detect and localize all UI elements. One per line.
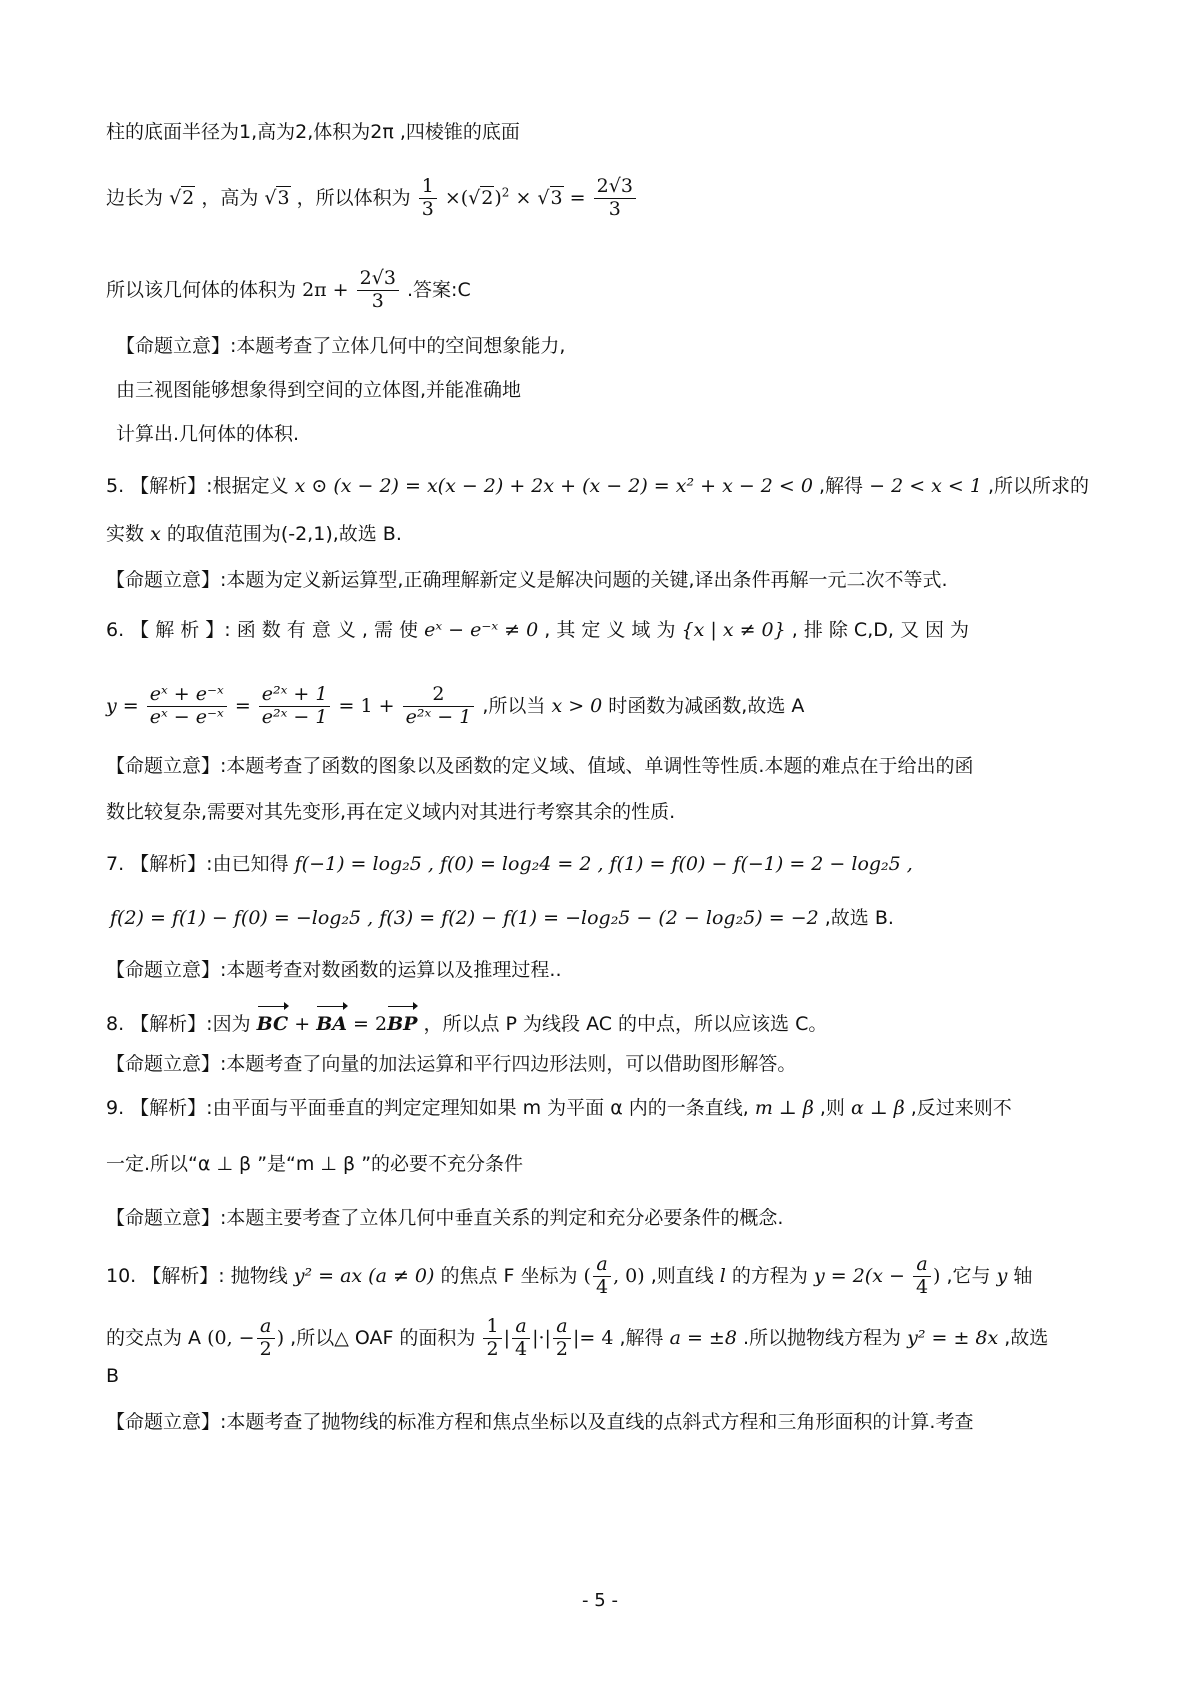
math-expression: x > 0 [551,694,603,717]
line-text: 【命题立意】:本题考查了抛物线的标准方程和焦点坐标以及直线的点斜式方程和三角形面积的计算.考查 [106,1411,974,1433]
fraction: $\frac{a}{4}$ [512,1316,530,1361]
line-text: B [106,1365,120,1387]
fraction: $\frac{1}{3}$ [419,176,437,221]
line-text: ,所以当 [482,694,546,717]
line-text: 6. 【 解 析 】: 函 数 有 意 义 , 需 使 [106,619,419,641]
line-text: .答案:C [407,278,471,301]
vector-bp: BP [387,1010,417,1038]
line-text: 【命题立意】:本题考查对数函数的运算以及推理过程.. [106,959,562,981]
fraction: $\frac{a}{2}$ [553,1316,571,1361]
math-expression: y [996,1264,1008,1287]
line-text: 计算出.几何体的体积. [116,423,300,445]
line-text: 【命题立意】:本题考查了立体几何中的空间想象能力, [116,335,566,357]
text-line [116,376,521,404]
text-line [106,798,675,826]
text-line [106,1204,783,1232]
text-line [106,566,948,594]
line-text: 5. 【解析】:根据定义 [106,475,289,497]
line-text: 【命题立意】:本题为定义新运算型,正确理解新定义是解决问题的关键,译出条件再解一元二次不等式. [106,569,948,591]
vector-ba: BA [316,1010,347,1038]
math-expression: l [719,1264,726,1287]
line-text: ,则 [819,1097,845,1119]
line-text: ,所以所求的 [988,475,1090,497]
math-expression: y = 2(x − [813,1264,905,1287]
fraction: $\frac{2√3}{3}$ [594,176,636,221]
math-expression: eˣ − e⁻ˣ ≠ 0 [424,619,539,641]
text-line [106,616,969,644]
text-line [116,420,299,448]
line-text: 9. 【解析】:由平面与平面垂直的判定定理知如果 m 为平面 α 内的一条直线, [106,1097,749,1119]
line-text: 所以该几何体的体积为 [106,278,297,301]
text-line [106,176,638,221]
line-text: 数比较复杂,需要对其先变形,再在定义域内对其进行考察其余的性质. [106,801,676,823]
math-expression: y² = ax (a ≠ 0) [293,1264,435,1287]
line-text: ,则直线 [650,1264,714,1287]
line-text: 【命题立意】:本题主要考查了立体几何中垂直关系的判定和充分必要条件的概念. [106,1207,784,1229]
text-line [106,520,402,548]
text-line [110,904,894,932]
math-expression: y = [106,694,139,717]
vector-bc: BC [257,1010,289,1038]
fraction: $\frac{2}{\text{e²ˣ − 1}}$ [403,684,475,729]
fraction: $\frac{\text{eˣ + e⁻ˣ}}{\text{eˣ − e⁻ˣ}}$ [147,684,227,729]
line-text: 轴 [1013,1264,1033,1287]
text-line [116,332,565,360]
math-expression: a = ±8 [669,1326,737,1349]
text-line [106,1150,523,1178]
line-text: ,故选 B. [824,907,894,929]
line-text: 【命题立意】:本题考查了函数的图象以及函数的定义域、值域、单调性等性质.本题的难点在于给出的函 [106,755,974,777]
line-text: .所以抛物线方程为 [743,1326,902,1349]
page-number: - 5 - [582,1590,618,1611]
text-line [106,956,561,984]
math-expression: x [150,523,161,545]
line-text: 一定.所以“α ⊥ β ”是“m ⊥ β ”的必要不充分条件 [106,1153,524,1175]
math-expression: m ⊥ β [754,1097,814,1119]
math-expression: y² = ± 8x [907,1326,999,1349]
text-line [106,1050,796,1078]
line-text: ,故选 [1004,1326,1049,1349]
line-text: 的交点为 A [106,1326,202,1349]
line-text: 边长为 [106,186,164,209]
line-text: , 排 除 C,D, 又 因 为 [791,619,970,641]
line-text: ，所以体积为 [296,186,411,209]
line-text: 时函数为减函数,故选 A [608,694,805,717]
math-expression: x ⊙ (x − 2) = x(x − 2) + 2x + (x − 2) = x² + x − 2 < 0 [294,475,813,497]
math-expression: f(−1) = log₂5 , f(0) = log₂4 = 2 , f(1) = f(0) − f(−1) = 2 − log₂5 , [294,853,913,875]
fraction: $\frac{a}{4}$ [593,1254,611,1299]
line-text: , 其 定 义 域 为 [544,619,676,641]
text-line [106,118,520,146]
text-line [106,1094,1012,1122]
math-expression: − 2 < x < 1 [869,475,982,497]
text-line: y = $\frac{\text{eˣ + e⁻ˣ}}{\text{eˣ − e⁻ˣ}}$ = $\frac{\text{e²ˣ + 1}}{\text{e²ˣ − 1}}$ = 1 + $\frac{2}{\text{e²ˣ − 1}}$ ,所以当 x > 0 时函数为减函数,故选 A [106,683,805,728]
line-text: 10. 【解析】: 抛物线 [106,1264,288,1287]
line-text: ,解得 [819,475,864,497]
line-text: 柱的底面半径为1,高为2,体积为2π ,四棱锥的底面 [106,121,520,143]
line-text: ，高为 [201,186,259,209]
line-text: ，所以点 P 为线段 AC 的中点，所以应该选 C。 [423,1013,828,1035]
line-text: ,反过来则不 [910,1097,1012,1119]
fraction: $\frac{1}{2}$ [483,1316,501,1361]
math-expression: α ⊥ β [850,1097,905,1119]
line-text: 的取值范围为(-2,1),故选 B. [166,523,402,545]
sqrt-expression: √2 [169,186,195,209]
text-line [106,472,1089,500]
text-line [106,850,913,878]
text-line [106,1362,119,1390]
line-text: 的焦点 F 坐标为 [440,1264,578,1287]
text-line: 的交点为 A (0, − $\frac{a}{2}$ ) ,所以△ OAF 的面积为 $\frac{1}{2}$ | $\frac{a}{4}$ |·| $\frac{a}{2}$ |= 4 ,解得 a = ±8 .所以抛物线方程为 y² = ± 8x ,故选 [106,1315,1049,1360]
math-expression: {x | x ≠ 0} [681,619,786,641]
fraction: $\frac{a}{4}$ [913,1254,931,1299]
sqrt-expression: √3 [264,186,290,209]
line-text: 实数 [106,523,145,545]
math-expression: $\times(√2)^2 \times √3$ = [444,185,586,209]
fraction: $\frac{2√3}{3}$ [357,268,399,313]
text-line: 8. 【解析】:因为 BC + BA = 2BP ，所以点 P 为线段 AC 的中点，所以应该选 C。 [106,1010,827,1038]
fraction: $\frac{a}{2}$ [257,1316,275,1361]
line-text: ,解得 [619,1326,664,1349]
math-expression: 2π + [302,278,349,301]
text-line: 10. 【解析】: 抛物线 y² = ax (a ≠ 0) 的焦点 F 坐标为 ( $\frac{a}{4}$ , 0) ,则直线 l 的方程为 y = 2(x − $\frac{a}{4}$ ) ,它与 y 轴 [106,1253,1033,1298]
line-text: 7. 【解析】:由已知得 [106,853,289,875]
math-expression: = 1 + [338,694,395,717]
text-line [106,1408,973,1436]
line-text: 【命题立意】:本题考查了向量的加法运算和平行四边形法则，可以借助图形解答。 [106,1053,797,1075]
math-expression: f(2) = f(1) − f(0) = −log₂5 , f(3) = f(2) − f(1) = −log₂5 − (2 − log₂5) = −2 [110,907,819,929]
text-line [106,752,973,780]
math-expression: (0, − [207,1326,255,1349]
line-text: 8. 【解析】:因为 [106,1013,251,1035]
fraction: $\frac{\text{e²ˣ + 1}}{\text{e²ˣ − 1}}$ [259,684,331,729]
line-text: 由三视图能够想象得到空间的立体图,并能准确地 [116,379,522,401]
text-line [106,268,471,313]
line-text: ,所以△ OAF 的面积为 [290,1326,476,1349]
line-text: 的方程为 [731,1264,808,1287]
line-text: ,它与 [946,1264,991,1287]
